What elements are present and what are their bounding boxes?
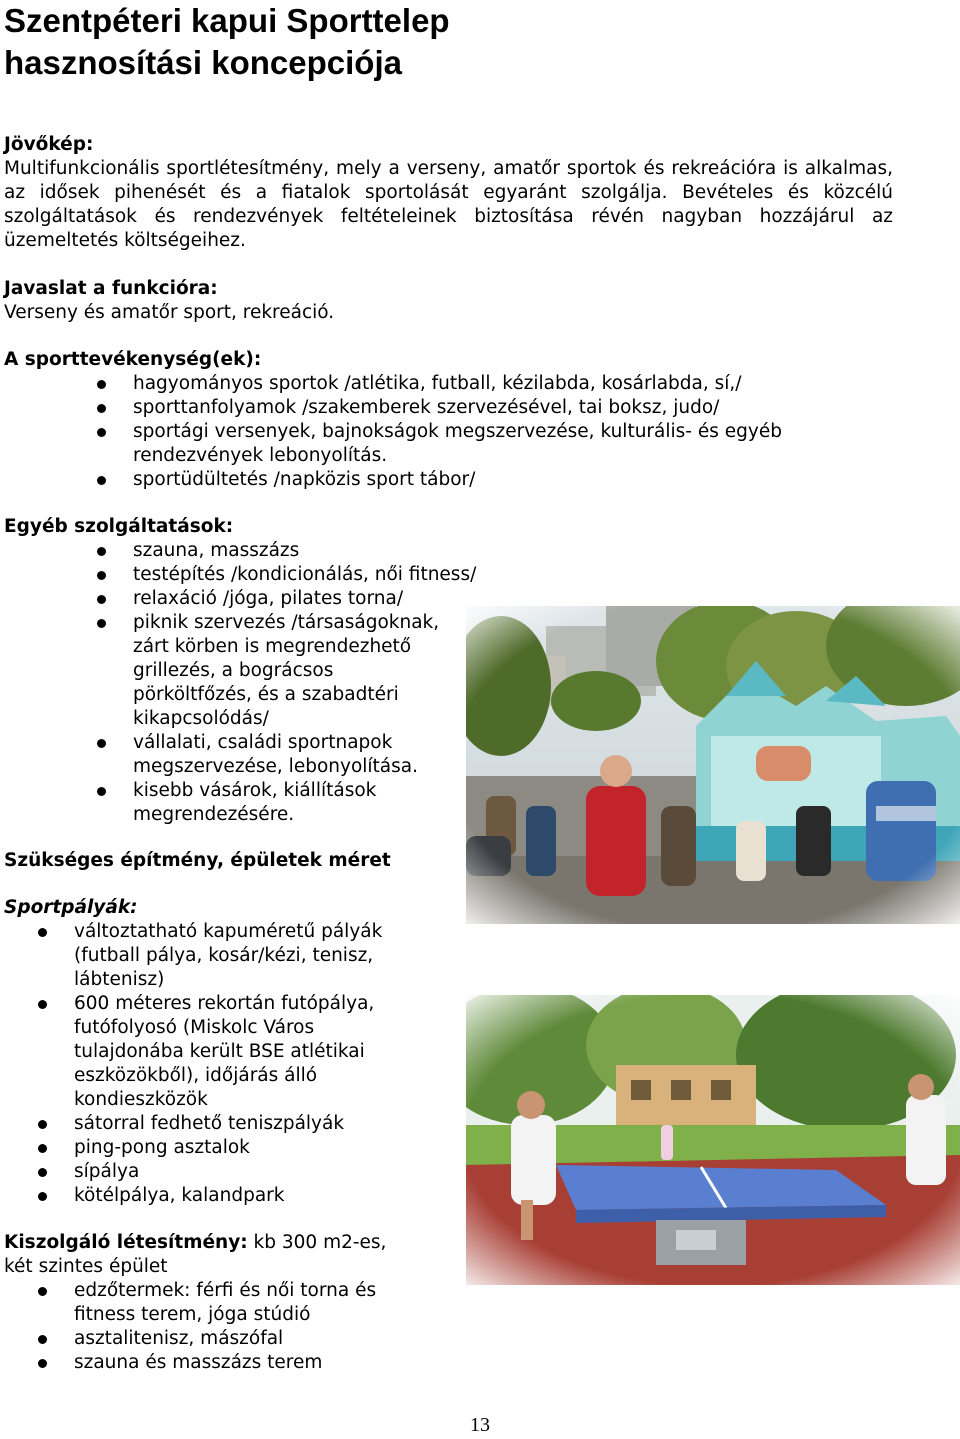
bouncy-castle-photo [466, 606, 960, 924]
required-heading: Szükséges építmény, épületek méret [4, 850, 391, 871]
list-item: 600 méteres rekortán futópálya, futófolyosó (Miskolc Város tulajdonába került BSE atlétikai eszközökből), időjárás álló kondieszközök [74, 992, 414, 1112]
list-item: vállalati, családi sportnapok megszervezése, lebonyolítása. [133, 731, 443, 779]
list-item: sátorral fedhető teniszpályák [74, 1112, 414, 1136]
bullet-icon [38, 1000, 47, 1009]
title-line-1: Szentpéteri kapui Sporttelep [4, 2, 450, 39]
sports-heading: A sporttevékenység(ek): [4, 349, 262, 370]
bouncy-castle-illustration [466, 606, 960, 924]
bullet-icon [38, 1335, 47, 1344]
list-item: testépítés /kondicionálás, női fitness/ [133, 563, 453, 587]
list-item: kisebb vásárok, kiállítások megrendezésére. [133, 779, 423, 827]
ping-pong-illustration [466, 995, 960, 1285]
bullet-icon [97, 547, 106, 556]
service-building-line2: két szintes épület [4, 1256, 168, 1277]
vision-heading: Jövőkép: [4, 134, 94, 155]
ping-pong-photo [466, 995, 960, 1285]
list-item: változtatható kapuméretű pályák (futball pálya, kosár/kézi, tenisz, lábtenisz) [74, 920, 414, 992]
list-item: kötélpálya, kalandpark [74, 1184, 414, 1208]
fields-heading: Sportpályák: [4, 897, 138, 918]
list-item: edzőtermek: férfi és női torna és fitness terem, jóga stúdió [74, 1279, 414, 1327]
bullet-icon [97, 595, 106, 604]
bullet-icon [97, 619, 106, 628]
bullet-icon [97, 476, 106, 485]
bullet-icon [97, 571, 106, 580]
bullet-icon [38, 1359, 47, 1368]
fields-list [74, 920, 414, 1208]
list-item: sípálya [74, 1160, 414, 1184]
function-heading: Javaslat a funkcióra: [4, 278, 218, 299]
service-building-heading-rest: kb 300 m2-es, [247, 1232, 387, 1253]
bullet-icon [97, 404, 106, 413]
bullet-icon [97, 787, 106, 796]
list-item: sportüdültetés /napközis sport tábor/ [133, 468, 853, 492]
list-item: ping-pong asztalok [74, 1136, 414, 1160]
bullet-icon [97, 380, 106, 389]
list-item: hagyományos sportok /atlétika, futball, kézilabda, kosárlabda, sí,/ [133, 372, 853, 396]
bullet-icon [38, 928, 47, 937]
list-item: asztalitenisz, mászófal [74, 1327, 414, 1351]
list-item: szauna, masszázs [133, 539, 453, 563]
bullet-icon [38, 1144, 47, 1153]
services-heading: Egyéb szolgáltatások: [4, 516, 234, 537]
service-building-list [74, 1279, 414, 1375]
list-item: piknik szervezés /társaságoknak, zárt körben is megrendezhető grillezés, a bográcsos pörköltfőzés, és a szabadtéri kikapcsolódás/ [133, 611, 443, 731]
service-building-heading-line [4, 1231, 386, 1255]
function-text: Verseny és amatőr sport, rekreáció. [4, 302, 335, 323]
service-building-heading: Kiszolgáló létesítmény: [4, 1232, 248, 1253]
bullet-icon [38, 1192, 47, 1201]
bullet-icon [38, 1120, 47, 1129]
vision-text: Multifunkcionális sportlétesítmény, mely a verseny, amatőr sportok és rekreációra is alkalmas, az idősek pihenését és a fiatalok sportolását egyaránt szolgálja. Bevételes és közcélú szolgáltatások és rendezvények feltételeinek biztosítása révén nagyban hozzájárul az üzemeltetés költségeihez. [4, 158, 893, 251]
list-item: szauna és masszázs terem [74, 1351, 414, 1375]
services-list [133, 539, 477, 827]
list-item: sportági versenyek, bajnokságok megszervezése, kulturális- és egyéb rendezvények lebonyolítás. [133, 420, 853, 468]
sports-list [133, 372, 853, 492]
list-item: sporttanfolyamok /szakemberek szervezésével, tai boksz, judo/ [133, 396, 853, 420]
page-number: 13 [470, 1414, 490, 1436]
title-line-2: hasznosítási koncepciója [4, 44, 402, 81]
bullet-icon [38, 1287, 47, 1296]
bullet-icon [97, 739, 106, 748]
page-title [4, 0, 450, 84]
bullet-icon [97, 428, 106, 437]
bullet-icon [38, 1168, 47, 1177]
list-item: relaxáció /jóga, pilates torna/ [133, 587, 453, 611]
